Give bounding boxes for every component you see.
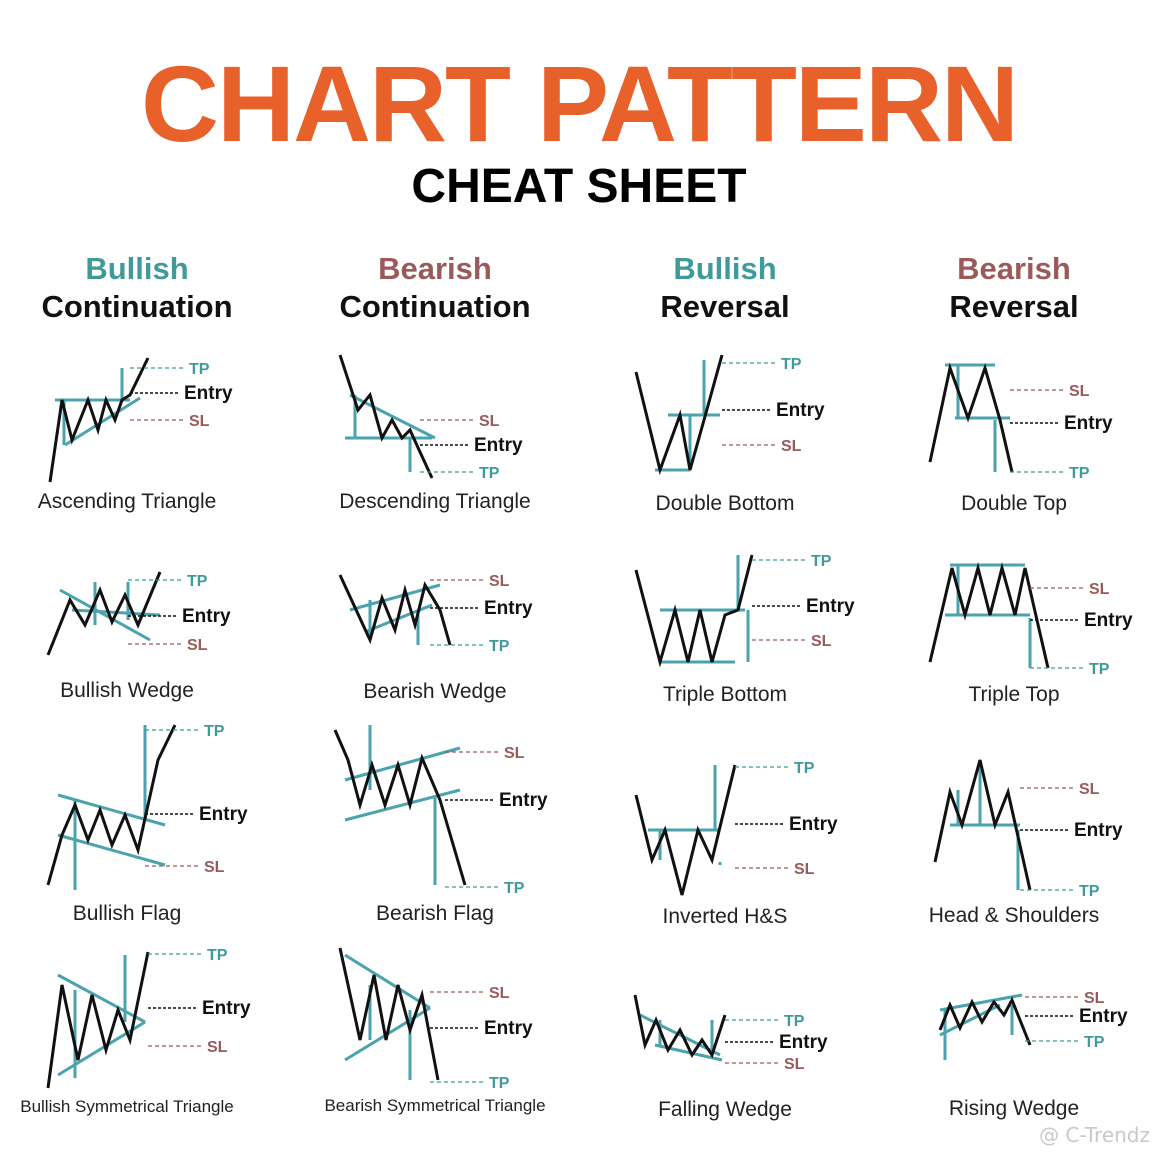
pattern-name: Head & Shoulders — [928, 904, 1100, 927]
level-label-entry: Entry — [1064, 413, 1113, 434]
level-label-tp: TP — [479, 465, 500, 482]
column-kind: Bearish — [378, 251, 492, 286]
level-label-tp: TP — [489, 638, 510, 655]
pattern-name: Double Bottom — [655, 492, 795, 515]
level-label-entry: Entry — [779, 1032, 828, 1053]
level-label-tp: TP — [204, 723, 225, 740]
level-label-tp: TP — [784, 1013, 805, 1030]
level-label-entry: Entry — [1084, 610, 1133, 631]
level-label-entry: Entry — [182, 606, 231, 627]
page-subtitle: CHEAT SHEET — [411, 160, 747, 213]
page-title: CHART PATTERN — [141, 43, 1017, 164]
column-type: Continuation — [339, 289, 531, 324]
column-type: Reversal — [660, 289, 790, 324]
level-label-entry: Entry — [1074, 820, 1123, 841]
pattern-name: Ascending Triangle — [37, 490, 217, 513]
level-label-entry: Entry — [484, 1018, 533, 1039]
level-label-entry: Entry — [789, 814, 838, 835]
pattern-name: Bearish Wedge — [363, 680, 507, 703]
level-label-sl: SL — [794, 861, 815, 878]
pattern-name: Bullish Wedge — [60, 679, 194, 702]
level-label-tp: TP — [811, 553, 832, 570]
pattern-name: Falling Wedge — [658, 1098, 792, 1121]
level-label-tp: TP — [187, 573, 208, 590]
pattern-name: Double Top — [961, 492, 1067, 515]
level-label-tp: TP — [1089, 661, 1110, 678]
level-label-sl: SL — [811, 633, 832, 650]
level-label-entry: Entry — [499, 790, 548, 811]
pattern-name: Bearish Flag — [376, 902, 494, 925]
level-label-entry: Entry — [806, 596, 855, 617]
level-label-entry: Entry — [184, 383, 233, 404]
level-label-sl: SL — [204, 859, 225, 876]
pattern-name: Bullish Symmetrical Triangle — [20, 1097, 234, 1116]
level-label-sl: SL — [189, 413, 210, 430]
pattern-name: Rising Wedge — [948, 1097, 1080, 1120]
level-label-entry: Entry — [776, 400, 825, 421]
level-label-sl: SL — [784, 1056, 805, 1073]
level-label-tp: TP — [1079, 883, 1100, 900]
column-kind: Bullish — [85, 251, 189, 286]
level-label-tp: TP — [489, 1075, 510, 1092]
column-type: Reversal — [949, 289, 1079, 324]
pattern-name: Triple Top — [968, 683, 1060, 706]
level-label-entry: Entry — [484, 598, 533, 619]
column-kind: Bullish — [673, 251, 777, 286]
pattern-name: Bullish Flag — [72, 902, 182, 925]
level-label-tp: TP — [207, 947, 228, 964]
level-label-tp: TP — [794, 760, 815, 777]
level-label-sl: SL — [187, 637, 208, 654]
level-label-entry: Entry — [474, 435, 523, 456]
column-kind: Bearish — [957, 251, 1071, 286]
level-label-tp: TP — [1069, 465, 1090, 482]
pattern-name: Descending Triangle — [339, 490, 531, 513]
level-label-sl: SL — [781, 438, 802, 455]
watermark: @ C-Trendz — [1039, 1123, 1150, 1147]
level-label-tp: TP — [189, 361, 210, 378]
level-label-tp: TP — [1084, 1034, 1105, 1051]
level-label-sl: SL — [1069, 383, 1090, 400]
level-label-sl: SL — [207, 1039, 228, 1056]
level-label-sl: SL — [1084, 990, 1105, 1007]
level-label-tp: TP — [781, 356, 802, 373]
level-label-entry: Entry — [202, 998, 251, 1019]
level-label-sl: SL — [1079, 781, 1100, 798]
level-label-sl: SL — [489, 573, 510, 590]
level-label-entry: Entry — [1079, 1006, 1128, 1027]
level-label-tp: TP — [504, 880, 525, 897]
column-type: Continuation — [41, 289, 233, 324]
level-label-sl: SL — [479, 413, 500, 430]
pattern-name: Inverted H&S — [662, 905, 788, 928]
level-label-sl: SL — [489, 985, 510, 1002]
pattern-name: Bearish Symmetrical Triangle — [324, 1096, 546, 1115]
level-label-sl: SL — [1089, 581, 1110, 598]
level-label-sl: SL — [504, 745, 525, 762]
pattern-name: Triple Bottom — [662, 683, 788, 706]
level-label-entry: Entry — [199, 804, 248, 825]
